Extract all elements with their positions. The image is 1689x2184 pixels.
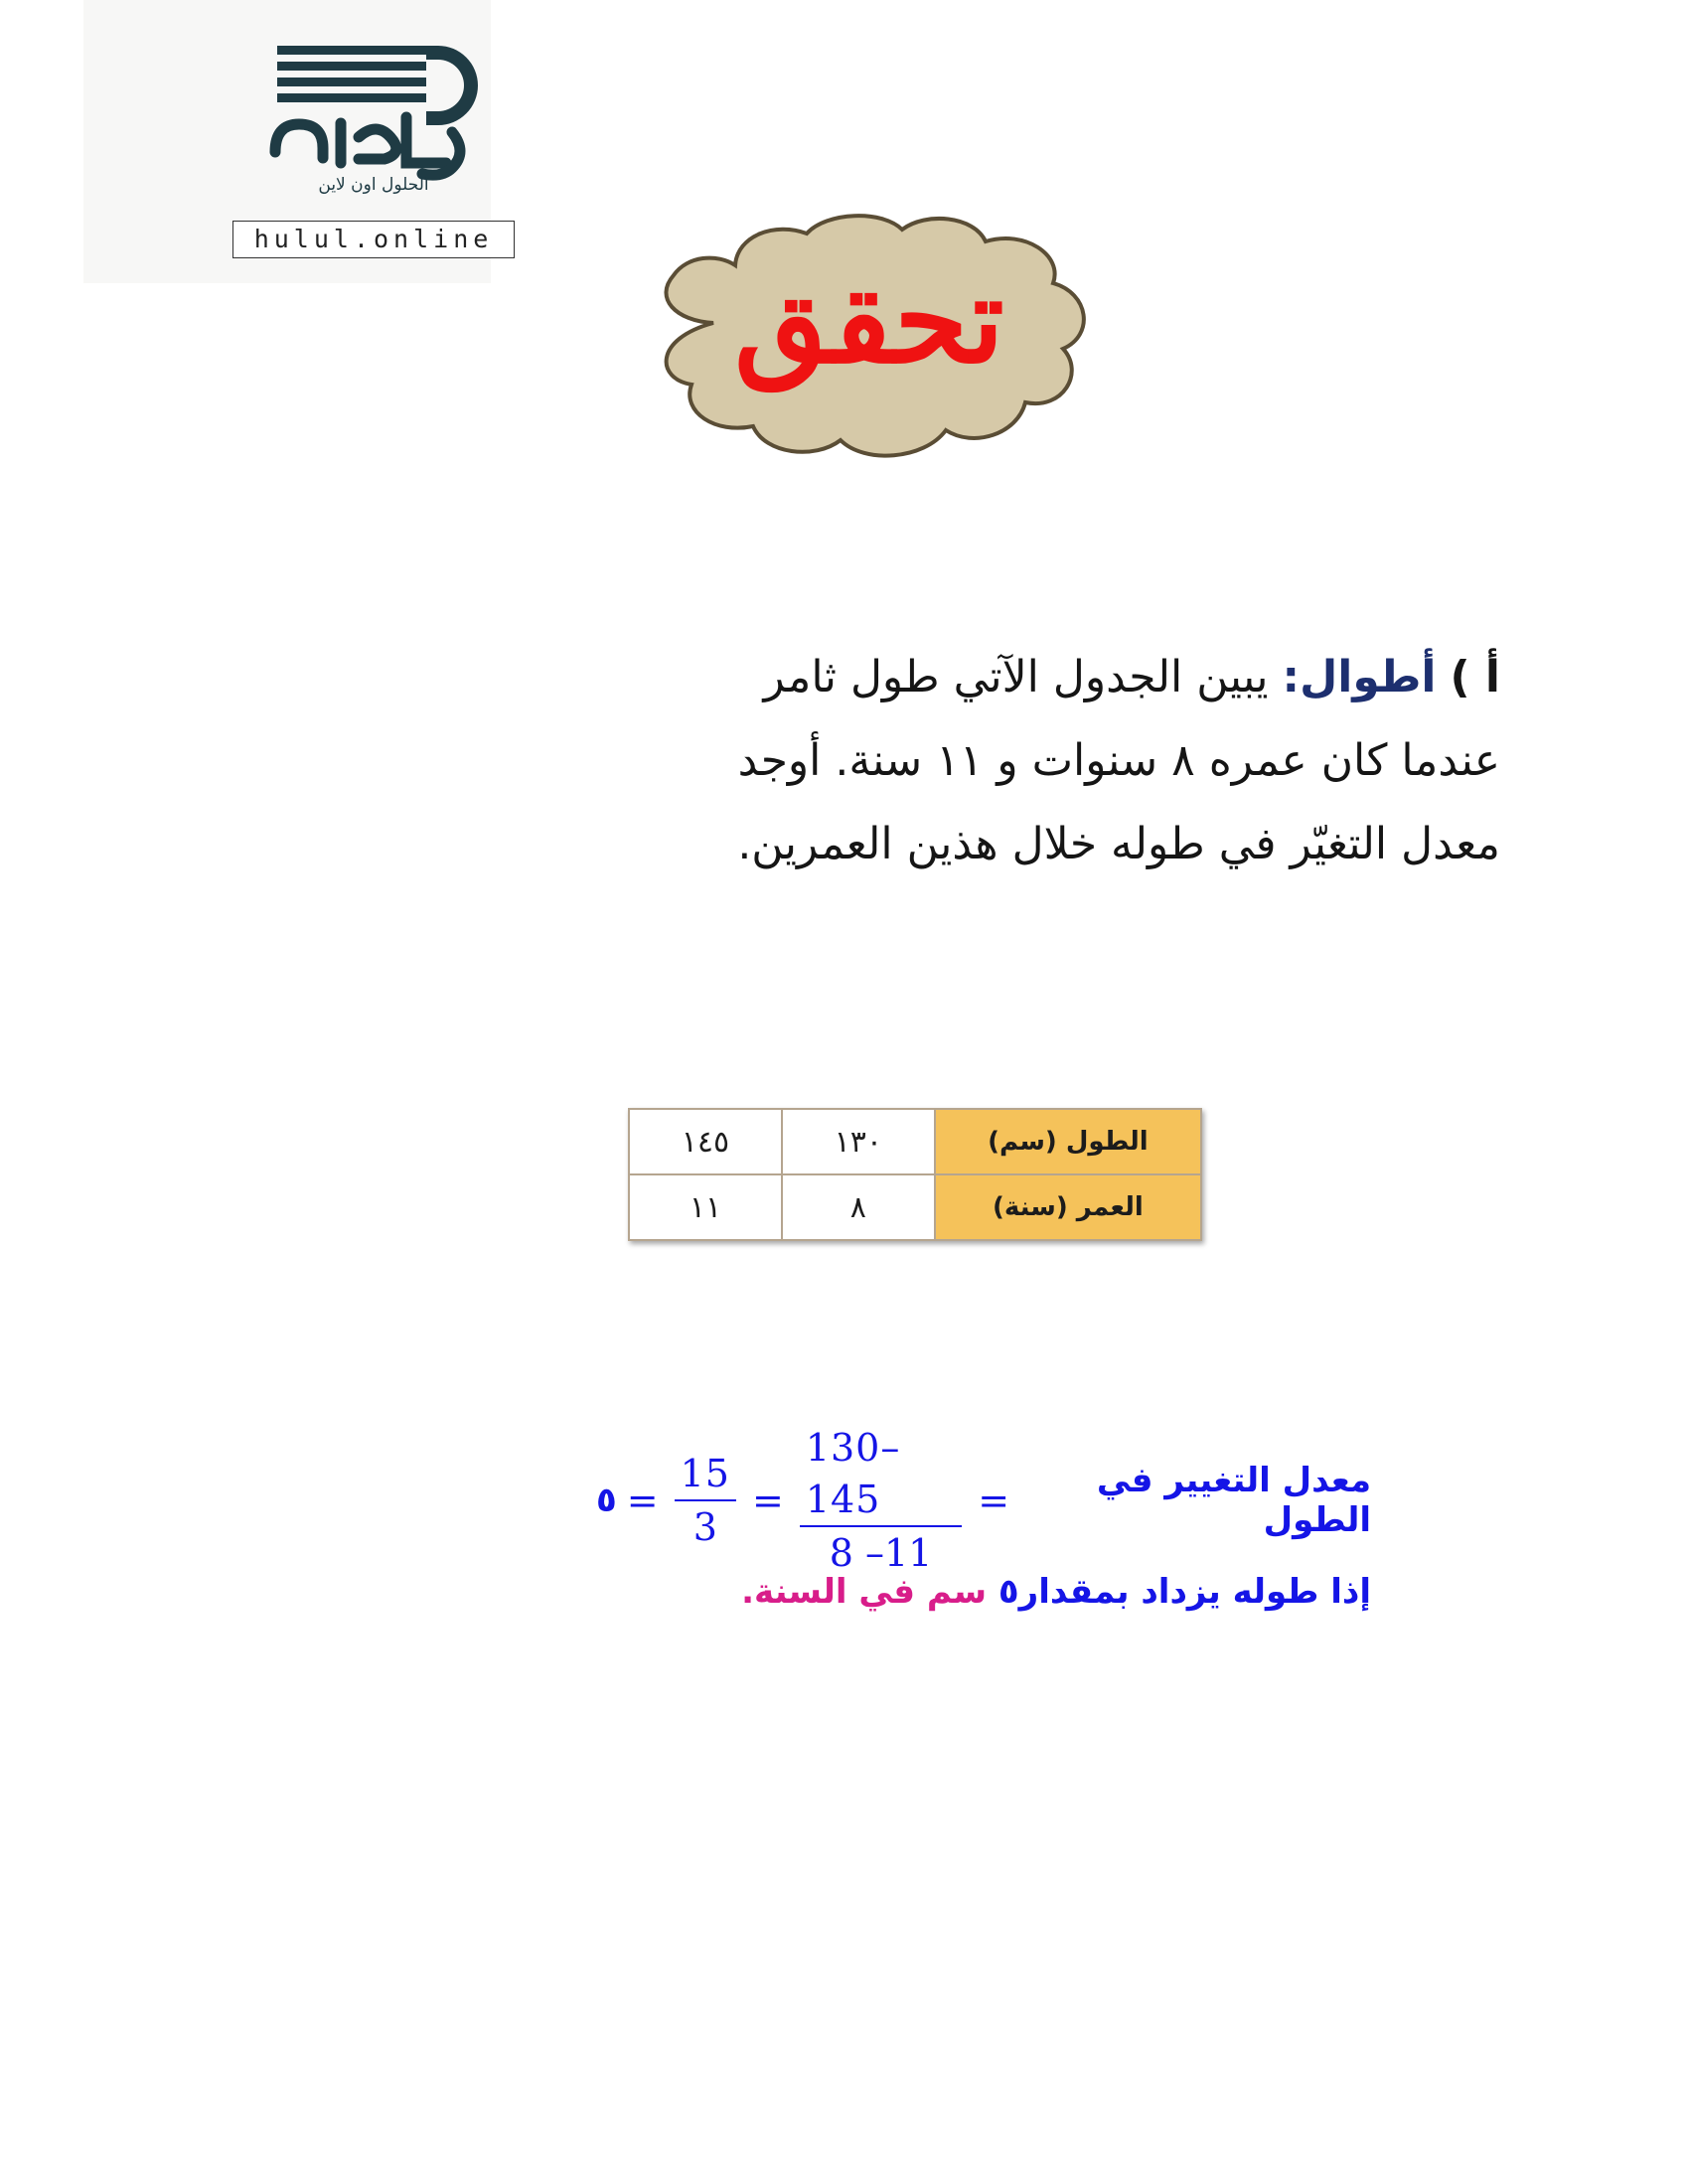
problem-text-1: يبين الجدول الآتي طول ثامر	[763, 652, 1269, 702]
fraction-simplified	[675, 1448, 736, 1553]
logo-subtitle: الحلول اون لاين	[318, 175, 429, 195]
fraction-numerator: 130–145	[800, 1422, 962, 1527]
solution-conclusion	[596, 1562, 1371, 1622]
fraction-denominator: 8 –11	[829, 1531, 933, 1575]
data-table	[628, 1108, 1202, 1241]
equals-sign: =	[626, 1479, 659, 1522]
conclusion-unit: سم في السنة.	[741, 1572, 988, 1612]
table-cell: ١٤٥	[629, 1109, 782, 1174]
equals-sign: =	[978, 1479, 1010, 1522]
table-row	[629, 1174, 1201, 1240]
table-cell: ١٣٠	[782, 1109, 935, 1174]
fraction-denominator: 3	[692, 1505, 717, 1549]
equation-label: معدل التغيير في الطول	[1096, 1461, 1371, 1540]
problem-statement	[616, 636, 1500, 886]
table-cell: ٨	[782, 1174, 935, 1240]
solution-equation	[596, 1426, 1371, 1575]
fraction-rate	[800, 1422, 962, 1579]
table-header-age: العمر (سنة)	[935, 1174, 1201, 1240]
problem-keyword: أطوال:	[1282, 652, 1437, 702]
table-cell: ١١	[629, 1174, 782, 1240]
table-row	[629, 1109, 1201, 1174]
problem-number: أ )	[1450, 652, 1500, 702]
logo-url: hulul.online	[232, 221, 515, 258]
check-title: تحقق	[734, 250, 1004, 390]
logo	[83, 0, 494, 283]
conclusion-text: إذا طوله يزداد بمقدار	[1018, 1572, 1371, 1612]
equation-result: ٥	[596, 1481, 617, 1520]
problem-text-3: معدل التغيّر في طوله خلال هذين العمرين.	[737, 819, 1500, 869]
table-header-height: الطول (سم)	[935, 1109, 1201, 1174]
problem-line-1	[616, 636, 1500, 719]
equals-sign: =	[751, 1479, 784, 1522]
problem-text-2: عندما كان عمره ٨ سنوات و ١١ سنة. أوجد	[737, 735, 1500, 786]
conclusion-value: ٥	[998, 1572, 1019, 1612]
fraction-numerator: 15	[675, 1448, 736, 1501]
